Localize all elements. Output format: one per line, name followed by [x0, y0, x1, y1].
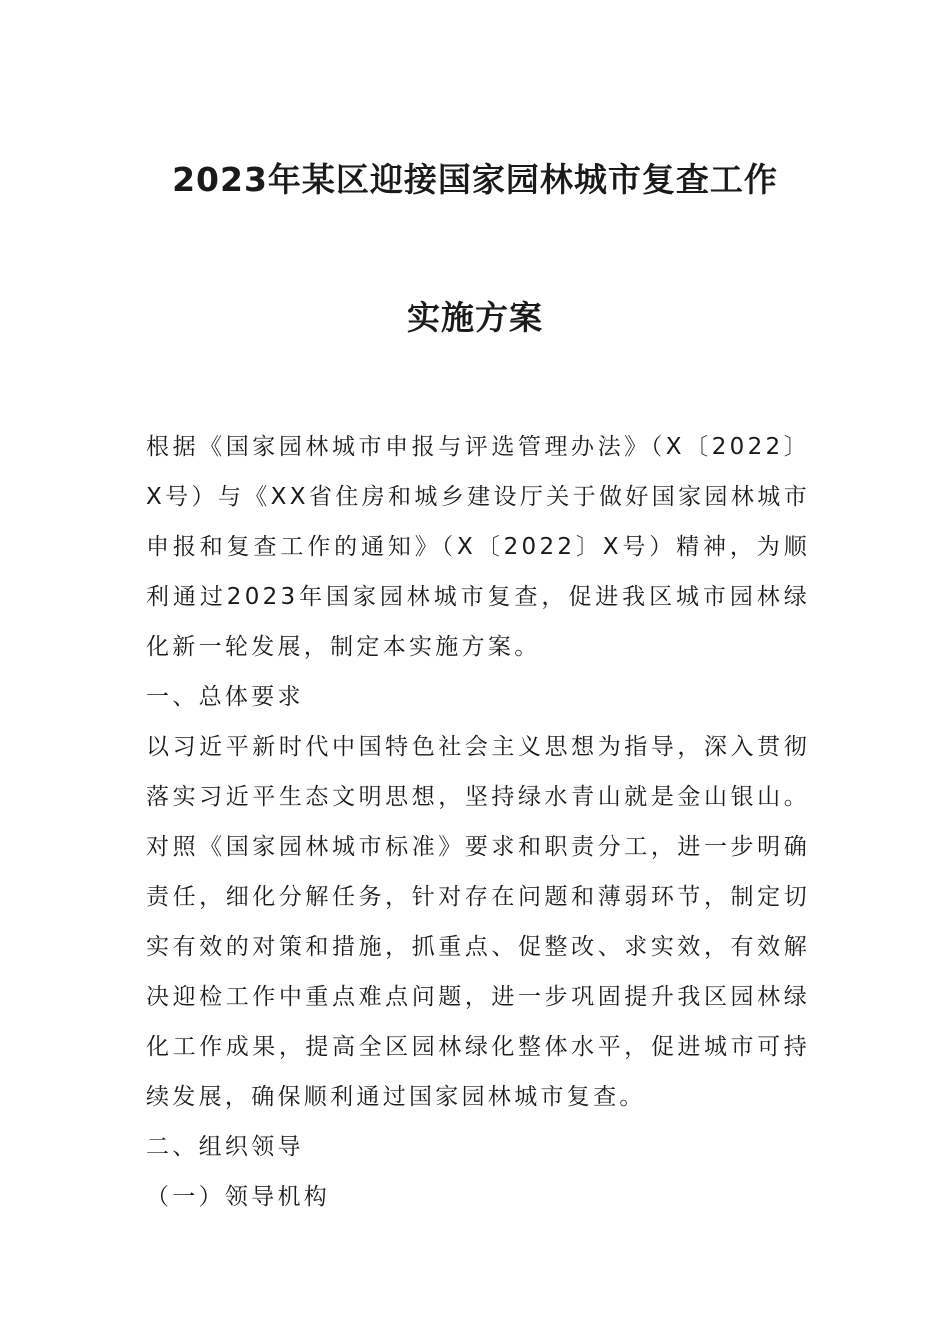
document-title-line-1: 2023年某区迎接国家园林城市复查工作 — [172, 160, 778, 199]
document-title-line-2: 实施方案 — [407, 298, 543, 337]
subsection-heading-leadership-body: （一）领导机构 — [146, 1184, 331, 1210]
section-heading-organization-leadership: 二、组织领导 — [146, 1134, 304, 1160]
general-requirements-paragraph: 以习近平新时代中国特色社会主义思想为指导，深入贯彻落实习近平生态文明思想，坚持绿水青山就是金山银山。对照《国家园林城市标准》要求和职责分工，进一步明确责任，细化分解任务，针对存在问题和薄弱环节，制定切实有效的对策和措施，抓重点、促整改、求实效，有效解决迎检工作中重点难点问题，进一步巩固提升我区园林绿化工作成果，提高全区园林绿化整体水平，促进城市可持续发展，确保顺利通过国家园林城市复查。 — [146, 734, 810, 1110]
document-body — [146, 422, 810, 1222]
intro-paragraph: 根据《国家园林城市申报与评选管理办法》（X〔2022〕X号）与《XX省住房和城乡建设厅关于做好国家园林城市申报和复查工作的通知》（X〔2022〕X号）精神，为顺利通过2023年国家园林城市复查，促进我区城市园林绿化新一轮发展，制定本实施方案。 — [146, 434, 810, 660]
section-heading-general-requirements: 一、总体要求 — [146, 684, 304, 710]
